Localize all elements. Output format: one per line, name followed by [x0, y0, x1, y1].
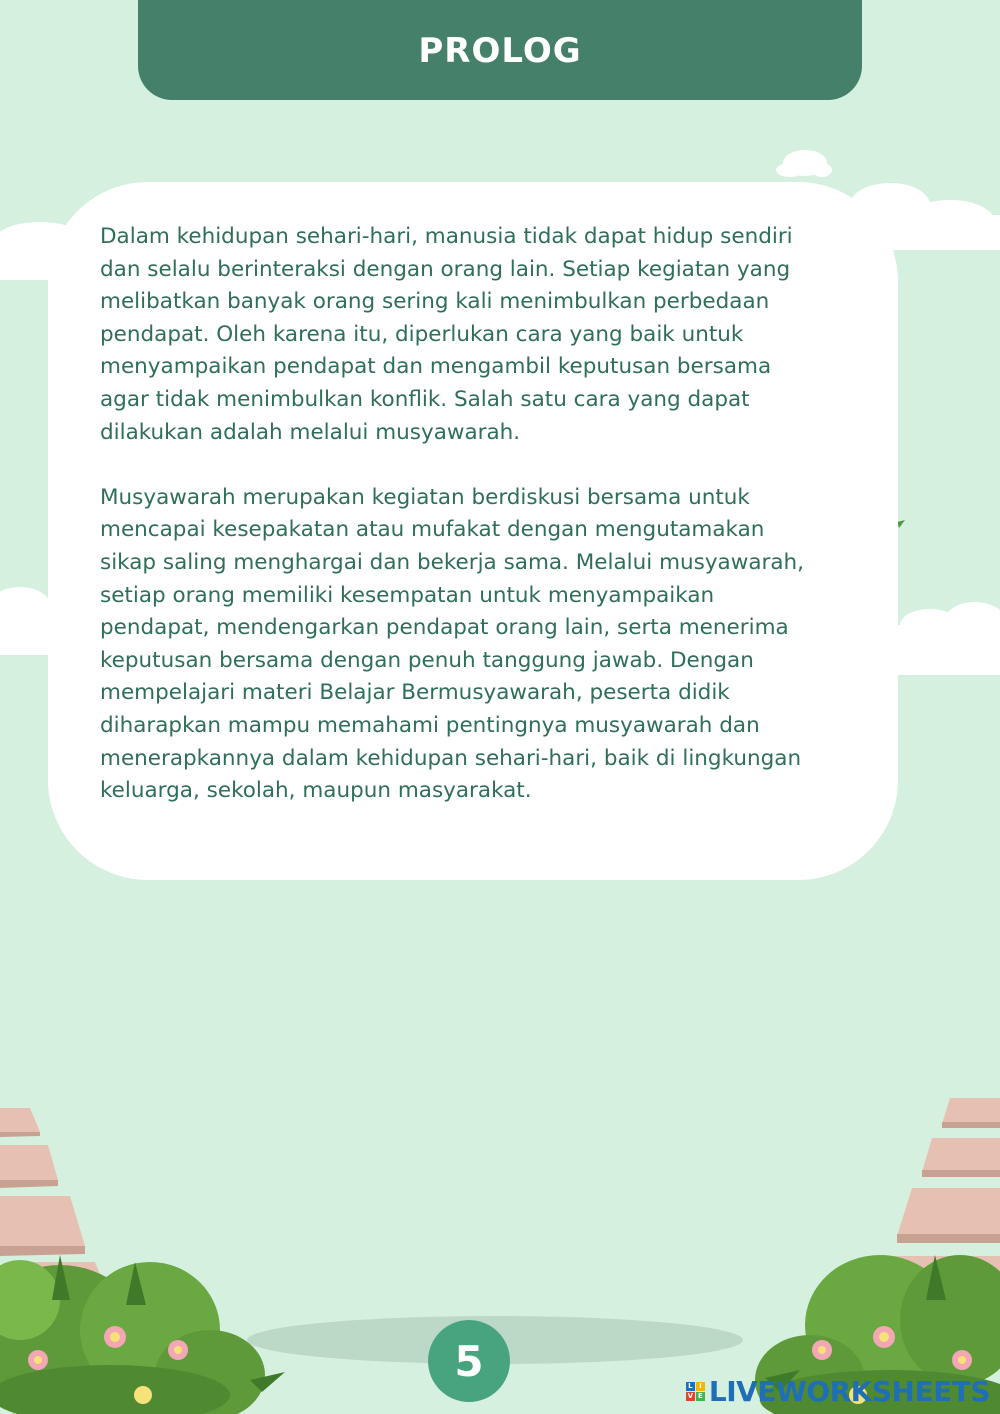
prolog-text	[100, 221, 860, 840]
brand-mark-icon: L I V E	[686, 1382, 705, 1401]
brand-name: LIVEWORKSHEETS	[708, 1375, 990, 1408]
header-banner	[138, 0, 862, 100]
leaf-icon	[897, 520, 905, 528]
page-number-badge: 5	[428, 1320, 510, 1402]
paragraph: Dalam kehidupan sehari-hari, manusia tidak dapat hidup sendiri dan selalu berinteraksi dengan orang lain. Setiap kegiatan yang melibatkan banyak orang sering kali menimbulkan perbedaan pendapat. Oleh karena itu, diperlukan cara yang baik untuk menyampaikan pendapat dan mengambil keputusan bersama agar tidak menimbulkan konflik. Salah satu cara yang dapat dilakukan adalah melalui musyawarah.	[100, 224, 793, 445]
paragraph: Musyawarah merupakan kegiatan berdiskusi bersama untuk mencapai kesepakatan atau mufakat dengan mengutamakan sikap saling menghargai dan bekerja sama. Melalui musyawarah, setiap orang memiliki kesempatan untuk menyampaikan pendapat, mendengarkan pendapat orang lain, serta menerima keputusan bersama dengan penuh tanggung jawab. Dengan mempelajari materi Belajar Bermusyawarah, peserta didik diharapkan mampu memahami pentingnya musyawarah dan menerapkannya dalam kehidupan sehari-hari, baik di lingkungan keluarga, sekolah, maupun masyarakat.	[100, 484, 804, 804]
liveworksheets-logo[interactable]	[686, 1375, 990, 1408]
cloud-icon	[895, 602, 1000, 675]
page-title: PROLOG	[418, 31, 582, 71]
cloud-icon	[776, 150, 832, 177]
